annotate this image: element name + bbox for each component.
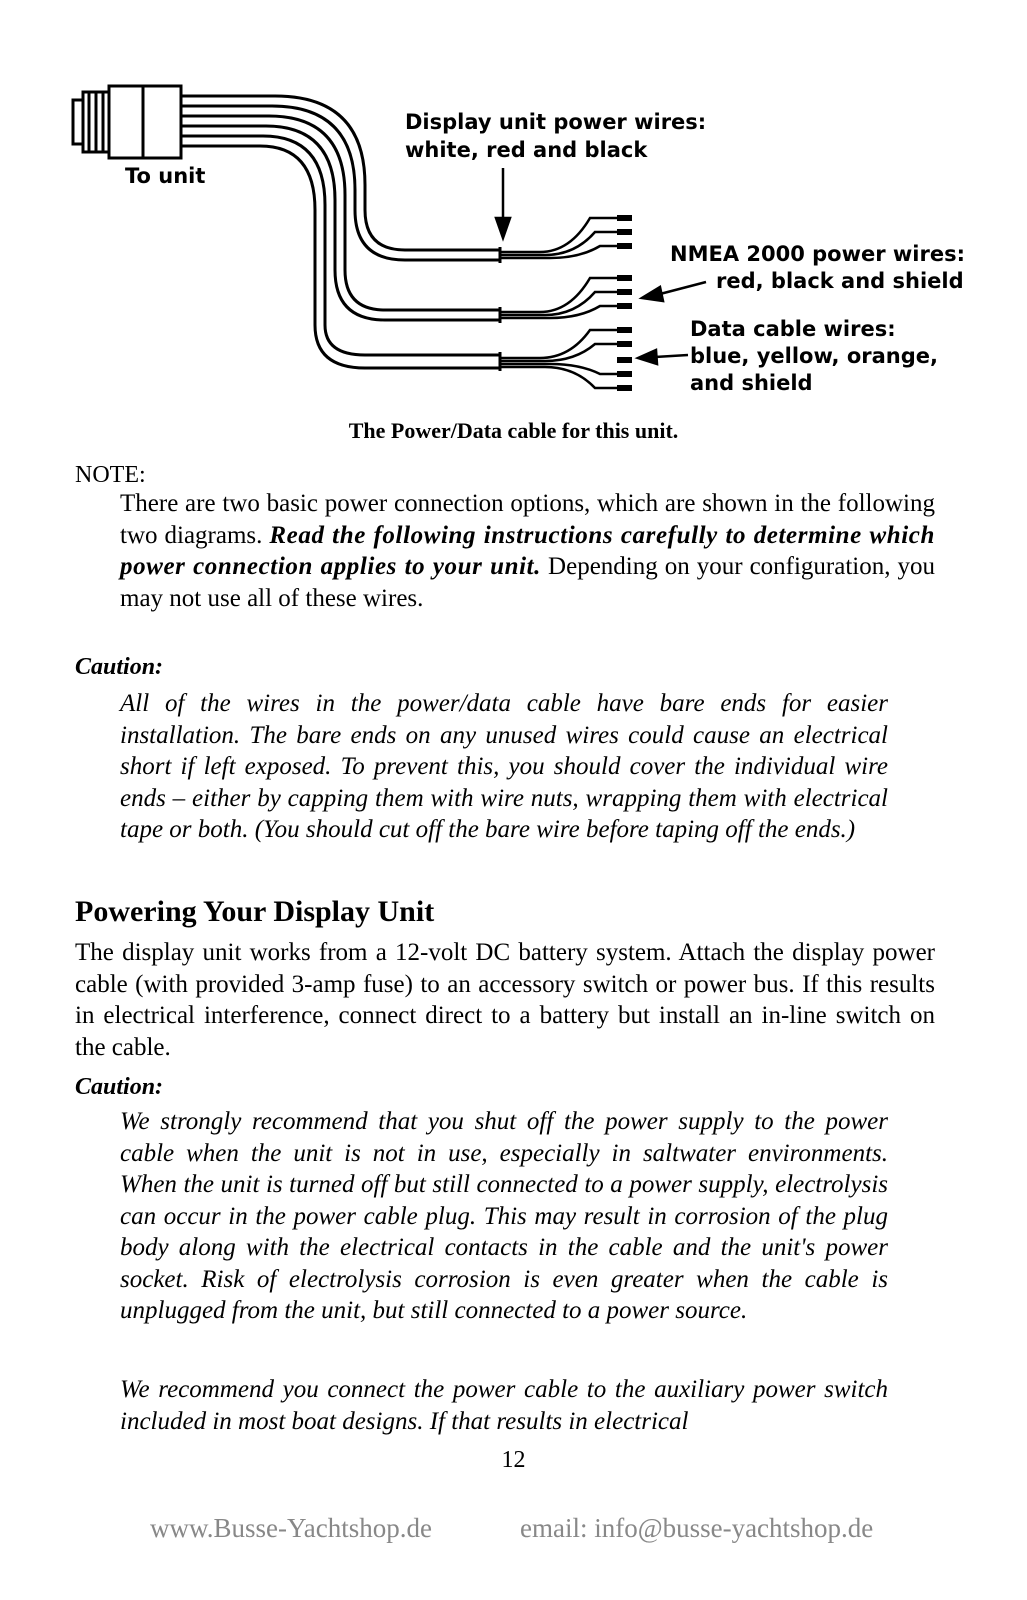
to-unit-label: To unit — [125, 164, 206, 188]
note-text-end: Depending on your configuration, you may not use all of these wires. — [120, 553, 935, 612]
connector-plug — [73, 86, 181, 158]
display-power-wires-colors: white, red and black — [405, 138, 648, 162]
note-heading: NOTE: — [75, 462, 146, 488]
caution-heading-1: Caution: — [75, 654, 164, 680]
note-paragraph — [120, 488, 935, 614]
footer-email: email: info@busse-yachtshop.de — [520, 1513, 874, 1543]
caution-heading-2: Caution: — [75, 1074, 164, 1100]
diagram-caption: The Power/Data cable for this unit. — [348, 418, 679, 443]
note-emphasis: Read the following instructions carefully to determine which power connection applies to your unit. — [120, 521, 935, 580]
data-cable-wires-colors-2: and shield — [690, 371, 813, 395]
caution-paragraph-3: We recommend you connect the power cable to the auxiliary power switch included in most boat designs. If that results in electrical — [120, 1376, 888, 1435]
note-text-start: There are two basic power connection options, which are shown in the following two diagrams. — [120, 490, 935, 549]
page-number: 12 — [501, 1447, 526, 1473]
section-heading: Powering Your Display Unit — [75, 895, 435, 928]
display-power-wires-label: Display unit power wires: — [405, 110, 707, 134]
caution-paragraph-2: We strongly recommend that you shut off the power supply to the power cable when the unit is not in use, especially in saltwater environments. When the unit is turned off but still connected to a power supply, electrolysis can occur in the power cable plug. This may result in corrosion of the plug body along with the electrical contacts in the cable and the unit's power socket. Risk of electrolysis corrosion is even greater when the cable is unplugged from the unit, but still connected to a power source. — [120, 1108, 888, 1324]
data-cable-wires-label: Data cable wires: — [690, 317, 896, 341]
caution-paragraph-1: All of the wires in the power/data cable have bare ends for easier installation. The bare ends on any unused wires could cause an electrical short if left exposed. To prevent this, you should cover the individual wire ends – either by capping them with wire nuts, wrapping them with electrical tape or both. (You should cut off the bare wire before taping off the ends.) — [120, 690, 888, 843]
nmea-power-wires-label: NMEA 2000 power wires: — [670, 242, 966, 266]
individual-wires — [500, 218, 632, 388]
nmea-power-wires-colors: red, black and shield — [716, 269, 964, 293]
section-paragraph: The display unit works from a 12-volt DC battery system. Attach the display power cable (with provided 3-amp fuse) to an accessory switch or power bus. If this results in electrical interference, connect direct to a battery but install an in-line switch on the cable. — [75, 939, 935, 1061]
wire-bare-ends — [617, 218, 632, 388]
footer-website: www.Busse-Yachtshop.de — [150, 1513, 432, 1543]
data-cable-wires-colors: blue, yellow, orange, — [690, 344, 938, 368]
